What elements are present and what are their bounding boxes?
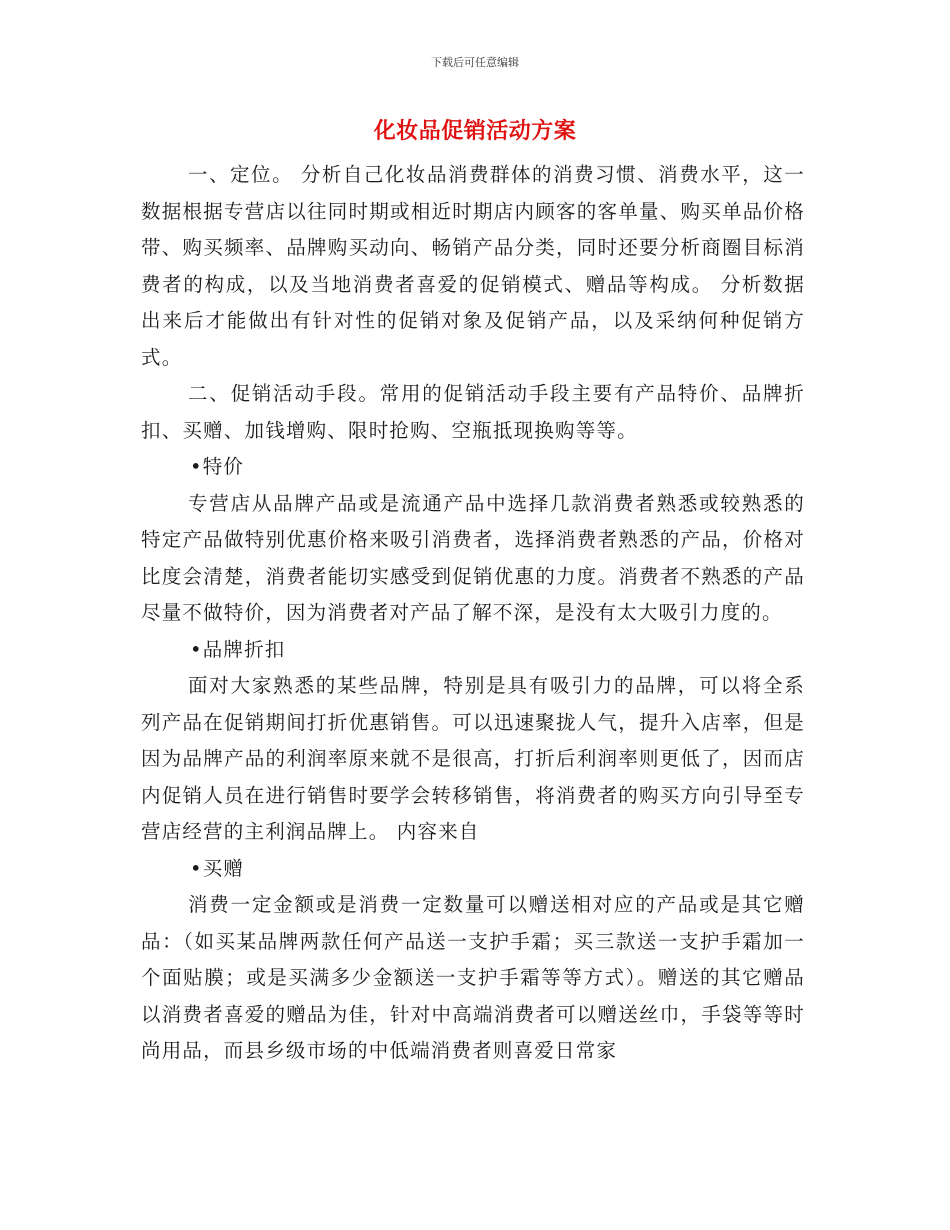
document-body <box>141 157 805 1070</box>
paragraph-positioning: 一、定位。 分析自己化妆品消费群体的消费习惯、消费水平，这一数据根据专营店以往同时期或相近时期店内顾客的客单量、购买单品价格带、购买频率、品牌购买动向、畅销产品分类，同时还要分析商圈目标消费者的构成，以及当地消费者喜爱的促销模式、赠品等构成。 分析数据出来后才能做出有针对性的促销对象及促销产品，以及采纳何种促销方式。 <box>141 163 805 369</box>
paragraph-promotion-methods: 二、促销活动手段。常用的促销活动手段主要有产品特价、品牌折扣、买赠、加钱增购、限时抢购、空瓶抵现换购等等。 <box>141 382 805 442</box>
paragraph-brand-discount: 面对大家熟悉的某些品牌，特别是具有吸引力的品牌，可以将全系列产品在促销期间打折优惠销售。可以迅速聚拢人气，提升入店率，但是因为品牌产品的利润率原来就不是很高，打折后利润率则更低了，因而店内促销人员在进行销售时要学会转移销售，将消费者的购买方向引导至专营店经营的主利润品牌上。 内容来自 <box>141 674 805 843</box>
paragraph-buy-gift: 消费一定金额或是消费一定数量可以赠送相对应的产品或是其它赠品：（如买某品牌两款任何产品送一支护手霜；买三款送一支护手霜加一个面贴膜；或是买满多少金额送一支护手霜等等方式）。赠送的其它赠品以消费者喜爱的赠品为佳，针对中高端消费者可以赠送丝巾，手袋等等时尚用品，而县乡级市场的中低端消费者则喜爱日常家 <box>141 893 805 1062</box>
bullet-brand-discount: •品牌折扣 <box>190 637 286 661</box>
page-header-note: 下载后可任意编辑 <box>431 56 519 69</box>
bullet-special-price: •特价 <box>190 455 245 478</box>
document-title: 化妆品促销活动方案 <box>373 119 577 144</box>
bullet-buy-gift: •买赠 <box>190 856 245 880</box>
paragraph-special-price: 专营店从品牌产品或是流通产品中选择几款消费者熟悉或较熟悉的特定产品做特别优惠价格来吸引消费者，选择消费者熟悉的产品，价格对比度会清楚，消费者能切实感受到促销优惠的力度。消费者不熟悉的产品尽量不做特价，因为消费者对产品了解不深，是没有太大吸引力度的。 <box>141 491 805 624</box>
